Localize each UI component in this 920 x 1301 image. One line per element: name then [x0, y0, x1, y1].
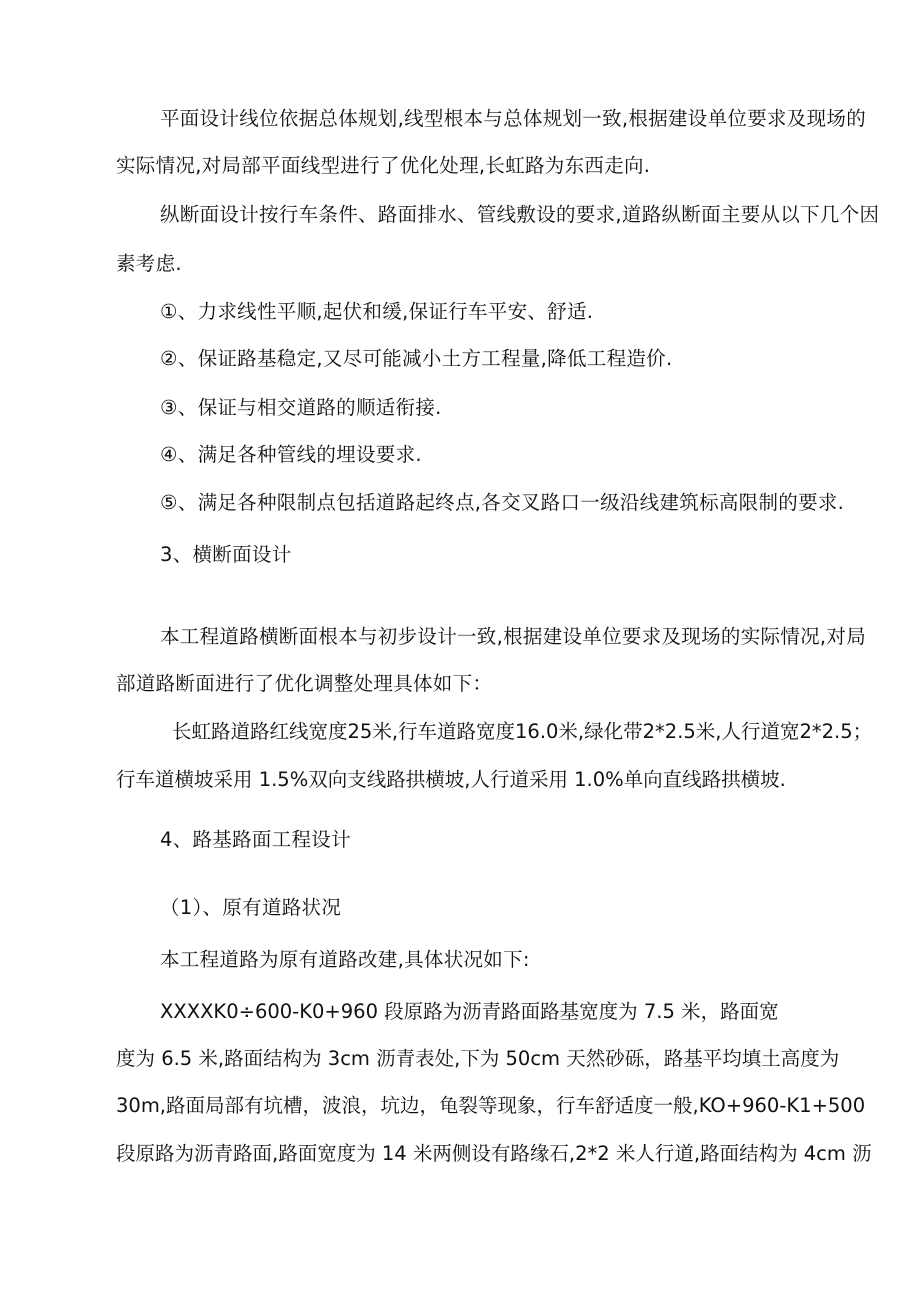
para-longitudinal-design-line-2: 素考虑.: [116, 252, 182, 275]
list-item-4: ④、满足各种管线的埋设要求.: [160, 443, 422, 466]
heading-subsection-1: （1）、原有道路状况: [160, 896, 342, 919]
list-item-1: ①、力求线性平顺,起伏和缓,保证行车平安、舒适.: [160, 300, 594, 323]
list-item-5: ⑤、满足各种限制点包括道路起终点,各交叉路口一级沿线建筑标高限制的要求.: [160, 491, 845, 514]
para-existing-road-detail-line-3: 30m,路面局部有坑槽，波浪，坑边，龟裂等现象，行车舒适度一般,KO+960-K1+500: [116, 1094, 866, 1117]
heading-section-4: 4、路基路面工程设计: [160, 828, 351, 851]
heading-section-3: 3、横断面设计: [160, 543, 292, 566]
para-existing-road-detail-line-1: XXXXK0÷600-K0+960 段原路为沥青路面路基宽度为 7.5 米，路面宽: [160, 1000, 779, 1023]
para-existing-road-detail-line-4: 段原路为沥青路面,路面宽度为 14 米两侧设有路缘石,2*2 米人行道,路面结构为 4cm 沥: [116, 1142, 872, 1165]
para-cross-section-line-1: 本工程道路横断面根本与初步设计一致,根据建设单位要求及现场的实际情况,对局: [160, 625, 866, 648]
para-existing-road-detail-line-2: 度为 6.5 米,路面结构为 3cm 沥青表处,下为 50cm 天然砂砾，路基平均填土高度为: [116, 1047, 840, 1070]
para-plan-design-line-2: 实际情况,对局部平面线型进行了优化处理,长虹路为东西走向.: [116, 154, 651, 177]
list-item-2: ②、保证路基稳定,又尽可能减小土方工程量,降低工程造价.: [160, 347, 673, 370]
para-existing-road-intro: 本工程道路为原有道路改建,具体状况如下:: [160, 948, 530, 971]
list-item-3: ③、保证与相交道路的顺适衔接.: [160, 396, 442, 419]
para-cross-section-line-2: 部道路断面进行了优化调整处理具体如下：: [116, 672, 493, 695]
para-cross-section-detail-line-2: 行车道横坡采用 1.5%双向支线路拱横坡,人行道采用 1.0%单向直线路拱横坡.: [116, 768, 786, 791]
para-longitudinal-design-line-1: 纵断面设计按行车条件、路面排水、管线敷设的要求,道路纵断面主要从以下几个因: [160, 203, 880, 226]
para-plan-design-line-1: 平面设计线位依据总体规划,线型根本与总体规划一致,根据建设单位要求及现场的: [160, 107, 866, 130]
para-cross-section-detail-line-1: 长虹路道路红线宽度25米,行车道路宽度16.0米,绿化带2*2.5米,人行道宽2*2.5；: [172, 720, 873, 743]
